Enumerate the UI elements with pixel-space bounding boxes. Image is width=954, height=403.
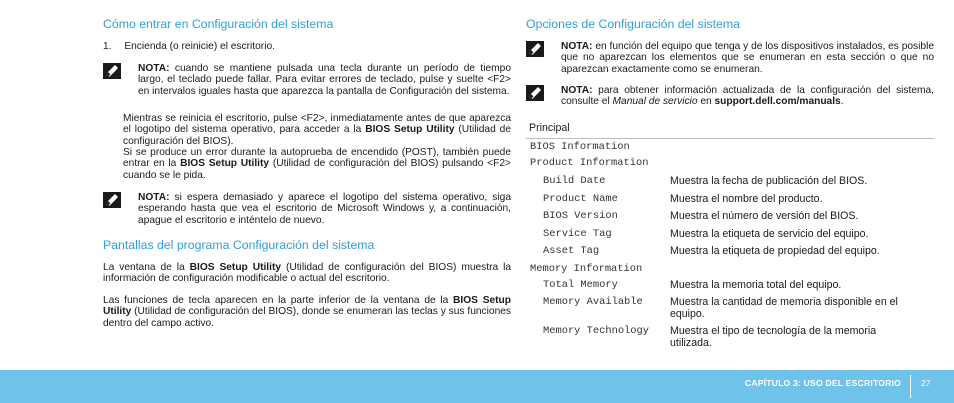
row-key: BIOS Information	[530, 141, 630, 153]
note-label: NOTA:	[561, 41, 593, 52]
note-body: .	[840, 96, 844, 108]
heading-setup-options: Opciones de Configuración del sistema	[526, 17, 740, 31]
service-manual-title: Manual de servicio	[612, 96, 698, 108]
pencil-note-icon	[103, 192, 121, 208]
text: (Utilidad de configuración del BIOS), donde se enumeran las teclas y sus funciones dentro del campo activo.	[103, 306, 511, 329]
note-body: en función del equipo que tenga y de los dispositivos instalados, es posible que no aparezcan los elementos que se enumeran en esta sección o que no aparezcan exactamente como se enumeran.	[561, 41, 935, 75]
note-devices-text	[561, 41, 934, 75]
heading-setup-screens: Pantallas del programa Configuración del sistema	[103, 238, 375, 252]
note-service-manual-text	[561, 85, 934, 108]
text: (Utilidad de configuración del BIOS).	[123, 124, 511, 147]
table-title-principal: Principal	[529, 122, 570, 134]
row-key: Memory Available	[543, 296, 643, 308]
text: La ventana de la	[103, 262, 190, 273]
step-1-text: Encienda (o reinicie) el escritorio.	[124, 41, 275, 52]
pencil-note-icon	[526, 41, 544, 57]
row-value: Muestra la memoria total del equipo.	[670, 279, 842, 291]
page-number: 27	[921, 378, 931, 388]
chapter-title: CAPÍTULO 3: USO DEL ESCRITORIO	[744, 378, 901, 388]
note-body: cuando se mantiene pulsada una tecla durante un período de tiempo largo, el teclado puede fallar. Para evitar errores de teclado, pulse y suelte <F2> en intervalos iguales hasta que aparezca la pantalla de Configuración del sistema.	[138, 63, 511, 97]
row-value: Muestra el tipo de tecnología de la memoria utilizada.	[670, 325, 877, 349]
text: Las funciones de tecla aparecen en la parte inferior de la ventana de la	[103, 295, 454, 306]
paragraph-press-f2	[123, 113, 511, 147]
heading-entering-setup: Cómo entrar en Configuración del sistema	[103, 17, 334, 31]
paragraph-post-error	[123, 147, 511, 181]
row-value: Muestra el nombre del producto.	[670, 193, 823, 205]
row-key: Memory Information	[530, 263, 643, 275]
pencil-note-icon	[526, 85, 544, 101]
bios-setup-utility-term: BIOS Setup Utility	[103, 295, 511, 318]
row-value: Muestra la etiqueta de propiedad del equipo.	[670, 245, 880, 257]
footer-separator	[910, 375, 911, 398]
text: (Utilidad de configuración del BIOS) pulsando <F2> cuando se le pida.	[123, 158, 511, 181]
note-body: si espera demasiado y aparece el logotipo del sistema operativo, siga esperando hasta que vea el escritorio de Microsoft Windows y, a continuación, apague el escritorio e inténtelo de nuevo.	[138, 192, 511, 226]
row-key: Service Tag	[543, 228, 612, 240]
bios-setup-utility-term: BIOS Setup Utility	[365, 124, 455, 136]
row-key: Total Memory	[543, 279, 618, 291]
text: Mientras se reinicia el escritorio, pulse <F2>, inmediatamente antes de que aparezca el logotipo del sistema operativo, para acceder a la	[123, 113, 511, 136]
row-key: Memory Technology	[543, 325, 650, 337]
row-value: Muestra la etiqueta de servicio del equipo.	[670, 228, 869, 240]
bios-setup-utility-term: BIOS Setup Utility	[189, 262, 282, 273]
text: (Utilidad de configuración del BIOS) muestra la información de configuración modificable o actual del escritorio.	[103, 262, 512, 285]
row-value: Muestra el número de versión del BIOS.	[670, 210, 859, 222]
step-1	[103, 41, 511, 52]
paragraph-setup-window	[103, 262, 511, 285]
row-key: Asset Tag	[543, 245, 600, 257]
note-os-logo-text	[138, 192, 511, 226]
note-label: NOTA:	[561, 85, 593, 96]
row-key: Product Information	[530, 157, 649, 169]
bios-setup-utility-term: BIOS Setup Utility	[180, 158, 270, 170]
step-1-number: 1.	[103, 41, 112, 52]
note-body: para obtener información actualizada de la configuración del sistema, consulte el	[561, 85, 934, 108]
text: Si se produce un error durante la autoprueba de encendido (POST), también puede entrar en la	[123, 147, 511, 170]
row-value: Muestra la cantidad de memoria disponible en el equipo.	[670, 296, 898, 320]
support-manuals-link[interactable]: support.dell.com/manuals	[714, 96, 841, 108]
note-label: NOTA:	[138, 192, 170, 203]
paragraph-key-functions	[103, 295, 511, 329]
note-label: NOTA:	[138, 63, 170, 74]
table-divider	[526, 138, 934, 139]
row-key: BIOS Version	[543, 210, 618, 222]
note-keyboard-text	[138, 63, 511, 97]
page-footer	[0, 370, 954, 403]
row-key: Product Name	[543, 193, 618, 205]
pencil-note-icon	[103, 63, 121, 79]
row-key: Build Date	[543, 175, 606, 187]
note-body: en	[697, 96, 715, 108]
row-value: Muestra la fecha de publicación del BIOS.	[670, 175, 868, 187]
